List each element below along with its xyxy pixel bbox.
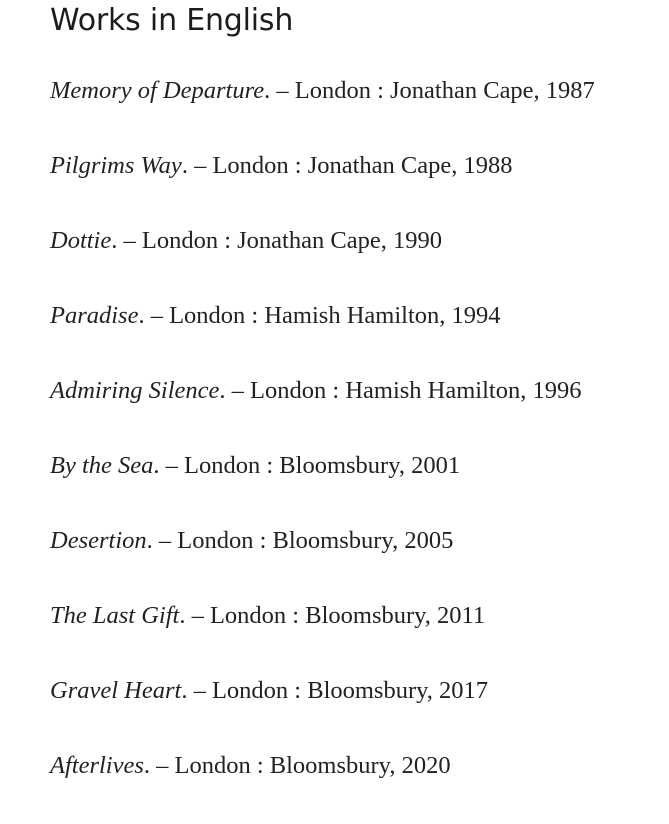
work-title: The Last Gift (50, 602, 180, 629)
list-item (50, 374, 659, 449)
list-item (50, 74, 659, 149)
work-publication-details: . – London : Bloomsbury, 2001 (153, 452, 461, 479)
work-publication-details: . – London : Jonathan Cape, 1990 (111, 227, 442, 254)
work-publication-details: . – London : Jonathan Cape, 1987 (264, 77, 595, 104)
work-publication-details: . – London : Bloomsbury, 2005 (146, 527, 454, 554)
work-title: Memory of Departure (50, 77, 265, 104)
list-item (50, 524, 659, 599)
work-title: Pilgrims Way (50, 152, 182, 179)
works-list (50, 74, 659, 824)
work-title: Dottie (50, 227, 112, 254)
work-title: Afterlives (50, 752, 144, 779)
work-title: By the Sea (50, 452, 154, 479)
list-item (50, 674, 659, 749)
work-publication-details: . – London : Hamish Hamilton, 1996 (219, 377, 582, 404)
work-publication-details: . – London : Bloomsbury, 2017 (181, 677, 489, 704)
work-publication-details: . – London : Jonathan Cape, 1988 (181, 152, 513, 179)
list-item (50, 599, 659, 674)
list-item (50, 224, 659, 299)
list-item (50, 449, 659, 524)
list-item (50, 749, 659, 824)
work-publication-details: . – London : Bloomsbury, 2011 (179, 602, 486, 629)
list-item (50, 149, 659, 224)
work-title: Paradise (50, 302, 139, 329)
work-publication-details: . – London : Bloomsbury, 2020 (143, 752, 451, 779)
work-title: Desertion (50, 527, 147, 554)
work-publication-details: . – London : Hamish Hamilton, 1994 (138, 302, 501, 329)
section-heading: Works in English (50, 3, 294, 38)
list-item (50, 299, 659, 374)
work-title: Gravel Heart (50, 677, 182, 704)
work-title: Admiring Silence (50, 377, 220, 404)
